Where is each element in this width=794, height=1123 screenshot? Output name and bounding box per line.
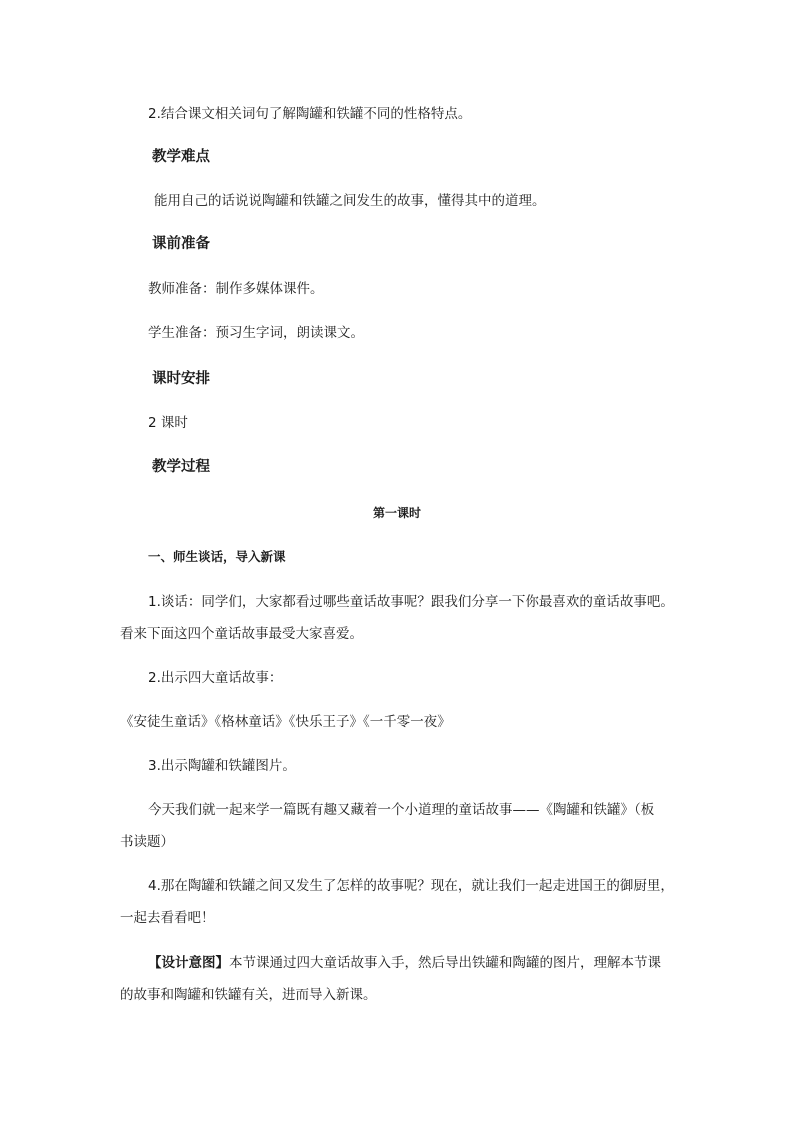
lesson-title: 第一课时 <box>372 506 421 520</box>
difficulty-heading: 教学难点 <box>152 149 210 165</box>
design-intent-line2: 的故事和陶罐和铁罐有关，进而导入新课。 <box>120 987 377 1003</box>
book-list: 《安徒生童话》《格林童话》《快乐王子》《一千零一夜》 <box>120 714 451 730</box>
item1-line2: 看来下面这四个童话故事最受大家喜爱。 <box>120 626 363 642</box>
design-intent-text: 本节课通过四大童话故事入手，然后导出铁罐和陶罐的图片，理解本节课 <box>229 955 661 971</box>
item1-line1: 1.谈话：同学们，大家都看过哪些童话故事呢？跟我们分享一下你最喜欢的童话故事吧。 <box>148 594 674 610</box>
item4-line2: 一起去看看吧！ <box>120 910 215 926</box>
preparation-heading: 课前准备 <box>152 236 210 252</box>
intro-paragraph-line1: 今天我们就一起来学一篇既有趣又藏着一个小道理的童话故事——《陶罐和铁罐》（板 <box>148 802 655 818</box>
teacher-preparation: 教师准备：制作多媒体课件。 <box>148 281 324 297</box>
student-preparation: 学生准备：预习生字词，朗读课文。 <box>148 325 364 341</box>
item2: 2.出示四大童话故事： <box>148 670 283 686</box>
part1-heading: 一、师生谈话，导入新课 <box>148 549 286 564</box>
design-intent-label: 【设计意图】 <box>148 955 229 971</box>
process-heading: 教学过程 <box>152 459 210 475</box>
intro-paragraph-line2: 书读题） <box>120 834 174 850</box>
design-intent-line1 <box>148 953 661 973</box>
goal-item-2: 2.结合课文相关词句了解陶罐和铁罐不同的性格特点。 <box>148 106 472 122</box>
difficulty-text: 能用自己的话说说陶罐和铁罐之间发生的故事，懂得其中的道理。 <box>154 193 546 209</box>
schedule-text: 2 课时 <box>148 415 188 431</box>
schedule-heading: 课时安排 <box>152 371 210 387</box>
item4-line1: 4.那在陶罐和铁罐之间又发生了怎样的故事呢？现在，就让我们一起走进国王的御厨里， <box>148 878 674 894</box>
item3: 3.出示陶罐和铁罐图片。 <box>148 758 296 774</box>
